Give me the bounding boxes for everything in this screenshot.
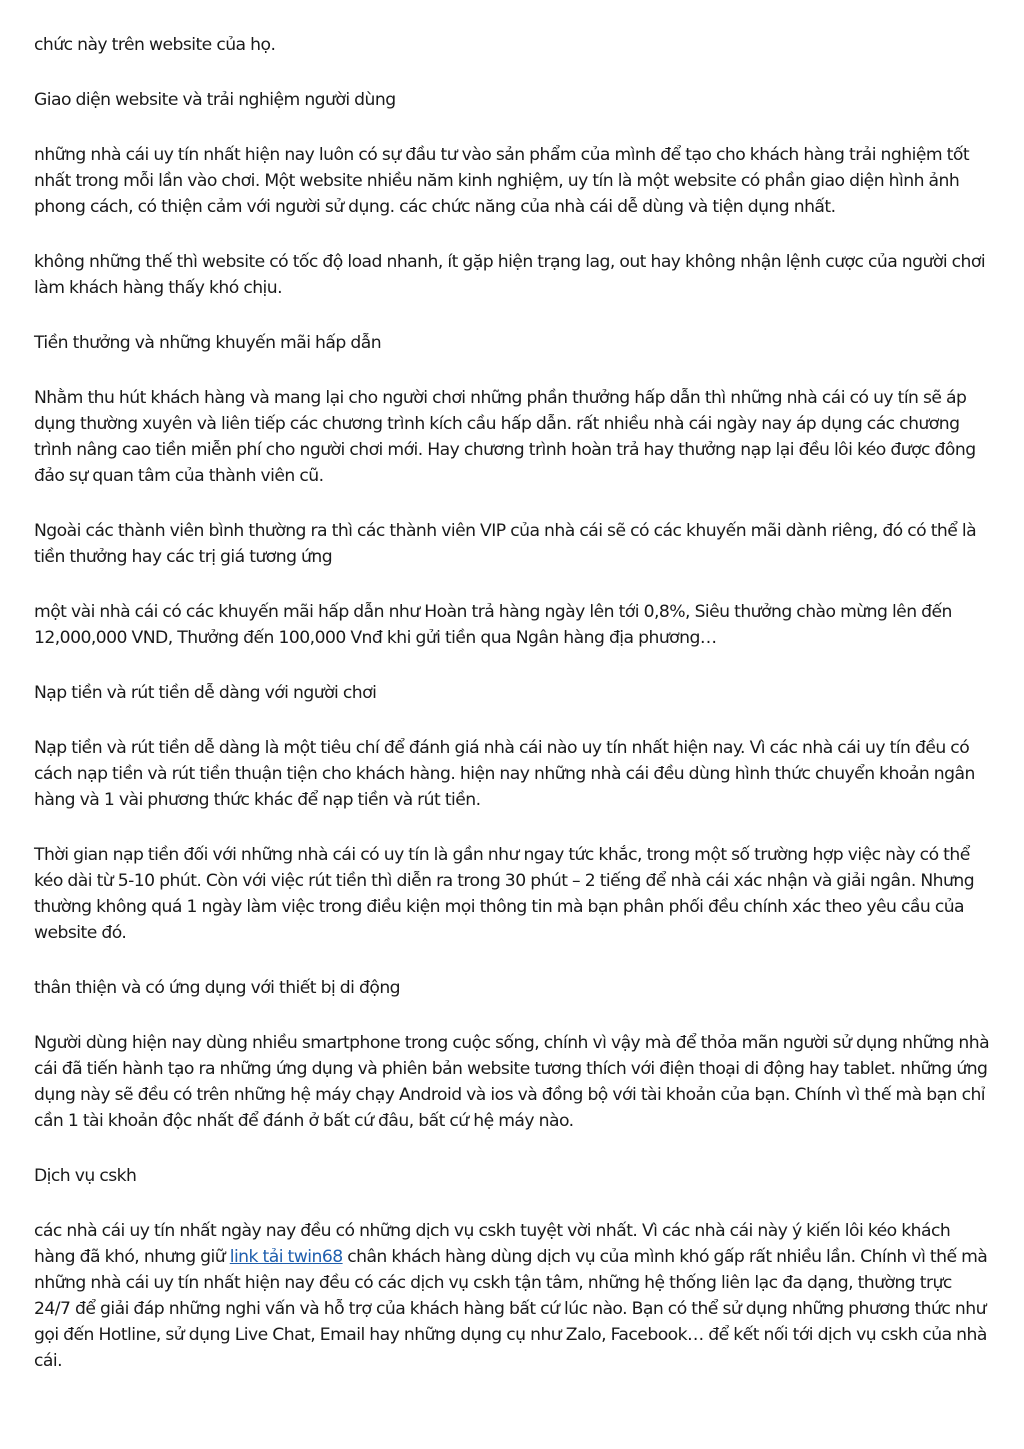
paragraph-with-link (34, 1218, 992, 1374)
section-heading: Tiền thưởng và những khuyến mãi hấp dẫn (34, 333, 382, 353)
section-heading: Nạp tiền và rút tiền dễ dàng với người chơi (34, 683, 377, 703)
paragraph-text-after-link: chân khách hàng dùng dịch vụ của mình khó gấp rất nhiều lần. Chính vì thế mà những nhà cái uy tín nhất hiện nay đều có các dịch vụ cskh tận tâm, những hệ thống liên lạc đa dạng, thường trực 24/7 để giải đáp những nghi vấn và hỗ trợ của khách hàng bất cứ lúc nào. Bạn có thể sử dụng những phương thức như gọi đến Hotline, sử dụng Live Chat, Email hay những dụng cụ như Zalo, Facebook… để kết nối tới dịch vụ cskh của nhà cái. (34, 1247, 988, 1371)
paragraph: Nhằm thu hút khách hàng và mang lại cho người chơi những phần thưởng hấp dẫn thì những nhà cái có uy tín sẽ áp dụng thường xuyên và liên tiếp các chương trình kích cầu hấp dẫn. rất nhiều nhà cái ngày nay áp dụng các chương trình nâng cao tiền miễn phí cho người chơi mới. Hay chương trình hoàn trả hay thưởng nạp lại đều lôi kéo được đông đảo sự quan tâm của thành viên cũ. (34, 388, 976, 486)
section-heading: Giao diện website và trải nghiệm người dùng (34, 90, 396, 110)
paragraph-text-before-link: các nhà cái uy tín nhất ngày nay đều có những dịch vụ cskh tuyệt vời nhất. Vì các nhà cái này ý kiến lôi kéo khách hàng đã khó, nhưng giữ (34, 1221, 951, 1267)
download-link[interactable]: link tải twin68 (229, 1247, 343, 1267)
paragraph: Người dùng hiện nay dùng nhiều smartphone trong cuộc sống, chính vì vậy mà để thỏa mãn người sử dụng những nhà cái đã tiến hành tạo ra những ứng dụng và phiên bản website tương thích với điện thoại di động hay tablet. những ứng dụng này sẽ đều có trên những hệ máy chạy Android và ios và đồng bộ với tài khoản của bạn. Chính vì thế mà bạn chỉ cần 1 tài khoản độc nhất để đánh ở bất cứ đâu, bất cứ hệ máy nào. (34, 1033, 990, 1131)
section-heading: thân thiện và có ứng dụng với thiết bị di động (34, 978, 401, 998)
paragraph: chức này trên website của họ. (34, 35, 276, 55)
paragraph: những nhà cái uy tín nhất hiện nay luôn có sự đầu tư vào sản phẩm của mình để tạo cho khách hàng trải nghiệm tốt nhất trong mỗi lần vào chơi. Một website nhiều năm kinh nghiệm, uy tín là một website có phần giao diện hình ảnh phong cách, có thiện cảm với người sử dụng. các chức năng của nhà cái dễ dùng và tiện dụng nhất. (34, 145, 970, 217)
section-heading: Dịch vụ cskh (34, 1166, 137, 1186)
document-body (34, 32, 992, 1403)
paragraph: một vài nhà cái có các khuyến mãi hấp dẫn như Hoàn trả hàng ngày lên tới 0,8%, Siêu thưởng chào mừng lên đến 12,000,000 VND, Thưởng đến 100,000 Vnđ khi gửi tiền qua Ngân hàng địa phương… (34, 602, 952, 648)
paragraph: Thời gian nạp tiền đối với những nhà cái có uy tín là gần như ngay tức khắc, trong một số trường hợp việc này có thể kéo dài từ 5-10 phút. Còn với việc rút tiền thì diễn ra trong 30 phút – 2 tiếng để nhà cái xác nhận và giải ngân. Nhưng thường không quá 1 ngày làm việc trong điều kiện mọi thông tin mà bạn phân phối đều chính xác theo yêu cầu của website đó. (34, 845, 975, 943)
paragraph: Nạp tiền và rút tiền dễ dàng là một tiêu chí để đánh giá nhà cái nào uy tín nhất hiện nay. Vì các nhà cái uy tín đều có cách nạp tiền và rút tiền thuận tiện cho khách hàng. hiện nay những nhà cái đều dùng hình thức chuyển khoản ngân hàng và 1 vài phương thức khác để nạp tiền và rút tiền. (34, 738, 975, 810)
paragraph: Ngoài các thành viên bình thường ra thì các thành viên VIP của nhà cái sẽ có các khuyến mãi dành riêng, đó có thể là tiền thưởng hay các trị giá tương ứng (34, 521, 977, 567)
paragraph: không những thế thì website có tốc độ load nhanh, ít gặp hiện trạng lag, out hay không nhận lệnh cược của người chơi làm khách hàng thấy khó chịu. (34, 252, 986, 298)
